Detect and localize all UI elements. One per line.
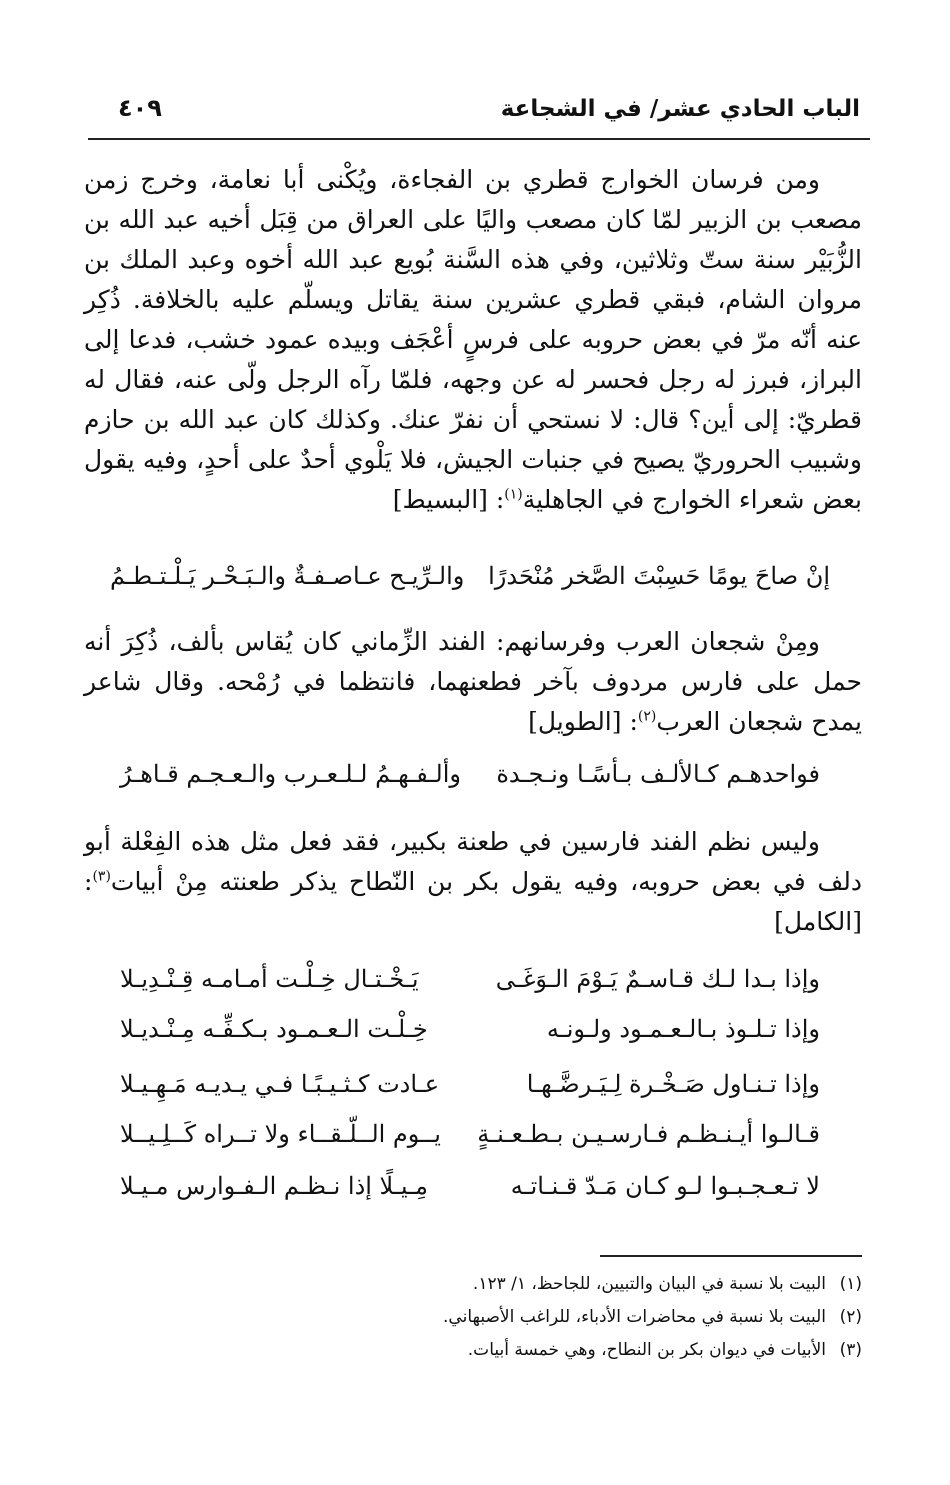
verse-second-hemistich: وألـفـهـمُ لـلـعـرب والـعـجـم قـاهـرُ — [120, 760, 461, 788]
footnote-text: الأبيات في ديوان بكر بن النطاح، وهي خمسة أبيات. — [467, 1340, 826, 1360]
header-rule — [88, 138, 870, 140]
page-number: ٤٠٩ — [118, 94, 162, 122]
footnote-text: البيت بلا نسبة في البيان والتبيين، للجاحظ، ١/ ١٢٣. — [472, 1274, 826, 1294]
verse-line — [120, 1172, 820, 1216]
verse-first-hemistich: فواحدهـم كـالألـف بـأسًـا ونـجـدة — [496, 760, 820, 788]
verse-first-hemistich: إنْ صاحَ يومًا حَسِبْتَ الصَّخر مُنْحَدرًا — [488, 562, 830, 590]
verse-line — [120, 1015, 820, 1059]
meter-label-1: : [البسيط] — [392, 485, 505, 514]
running-head: الباب الحادي عشر/ في الشجاعة — [500, 96, 860, 122]
verse-second-hemistich: يَـخْـتـال خِـلْـت أمـامـه قِـنْـدِيـلا — [120, 965, 419, 993]
footnote — [302, 1268, 862, 1301]
verse-line — [120, 1070, 820, 1114]
paragraph-2 — [84, 622, 862, 742]
footnote-number: (٣) — [839, 1340, 862, 1360]
footnote — [302, 1301, 862, 1334]
footnote-text: البيت بلا نسبة في محاضرات الأدباء، للراغب الأصبهاني. — [443, 1307, 826, 1327]
footnotes — [302, 1268, 862, 1367]
verse-second-hemistich: يــوم الــلّـقــاء ولا تــراه كَــلِـيــلا — [120, 1120, 441, 1148]
footnote-ref-2: (٢) — [637, 708, 657, 725]
verse-line — [120, 1120, 820, 1164]
footnote-number: (٢) — [839, 1307, 862, 1327]
paragraph-1-text: ومن فرسان الخوارج قطري بن الفجاءة، ويُكْنى أبا نعامة، وخرج زمن مصعب بن الزبير لمّا كان مصعب واليًا على العراق من قِبَل أخيه عبد الله بن الزُّبَيْر سنة ستّ وثلاثين، وفي هذه السَّنة بُويع عبد الله أخوه وعبد الملك بن مروان الشام، فبقي قطري عشرين سنة يقاتل ويسلّم عليه بالخلافة. ذُكِر عنه أنّه مرّ في بعض حروبه على فرسٍ أعْجَف وبيده عمود خشب، فدعا إلى البراز، فبرز له رجل فحسر له عن وجهه، فلمّا رآه الرجل ولّى عنه، فقال له قطريّ: إلى أين؟ قال: لا نستحي أن نفرّ عنك. وكذلك كان عبد الله بن حازم وشبيب الحروريّ يصيح في جنبات الجيش، فلا يَلْوي أحدٌ على أحدٍ، وفيه يقول بعض شعراء الخوارج في الجاهلية — [84, 165, 862, 514]
verse-second-hemistich: خِـلْـت الـعـمـود بـكـفِّـه مِـنْـديـلا — [120, 1015, 428, 1043]
meter-label-2: : [الطويل] — [528, 707, 638, 736]
footnote-number: (١) — [839, 1274, 862, 1294]
verse-line — [120, 965, 820, 1009]
verse-first-hemistich: قـالـوا أيـنـظـم فـارسـيـن بـطـعـنـةٍ — [477, 1120, 820, 1148]
verse-first-hemistich: وإذا تـنـاول صَـخْـرة لِـيَـرضَّـهـا — [526, 1070, 820, 1098]
footnote-rule — [600, 1255, 862, 1257]
footnote-ref-1: (١) — [504, 486, 523, 503]
verse-first-hemistich: وإذا بـدا لـك قـاسـمٌ يَـوْمَ الـوَغَـى — [495, 965, 820, 993]
verse-first-hemistich: وإذا تـلـوذ بـالـعـمـود ولـونـه — [546, 1015, 820, 1043]
verse-second-hemistich: عـادت كـثـيـبًـا فـي يـديـه مَـهِـيـلا — [120, 1070, 440, 1098]
verse-second-hemistich: مِـيـلًا إذا نـظـم الـفـوارس مـيـلا — [120, 1172, 429, 1200]
verse-line — [120, 760, 820, 804]
footnote — [302, 1334, 862, 1367]
paragraph-3 — [84, 822, 862, 942]
verse-second-hemistich: والـرِّيـح عـاصـفـةٌ والـبَـحْـر يَـلْـتـطـمُ — [110, 562, 465, 590]
verse-first-hemistich: لا تـعـجـبـوا لـو كـان مَـدّ قـنـاتـه — [510, 1172, 820, 1200]
verse-line — [110, 562, 830, 606]
meter-label-3: : [الكامل] — [84, 867, 862, 936]
paragraph-2-text: ومِنْ شجعان العرب وفرسانهم: الفند الزِّماني كان يُقاس بألف، ذُكِرَ أنه حمل على فارس مردوف بآخر فطعنهما، فانتظما في رُمْحه. وقال شاعر يمدح شجعان العرب — [84, 627, 862, 736]
footnote-ref-3: (٣) — [92, 868, 111, 885]
paragraph-3-text: وليس نظم الفند فارسين في طعنة بكبير، فقد فعل مثل هذه الفِعْلة أبو دلف في بعض حروبه، وفيه يقول بكر بن النّطاح يذكر طعنته مِنْ أبيات — [84, 827, 862, 896]
paragraph-1 — [84, 160, 862, 520]
